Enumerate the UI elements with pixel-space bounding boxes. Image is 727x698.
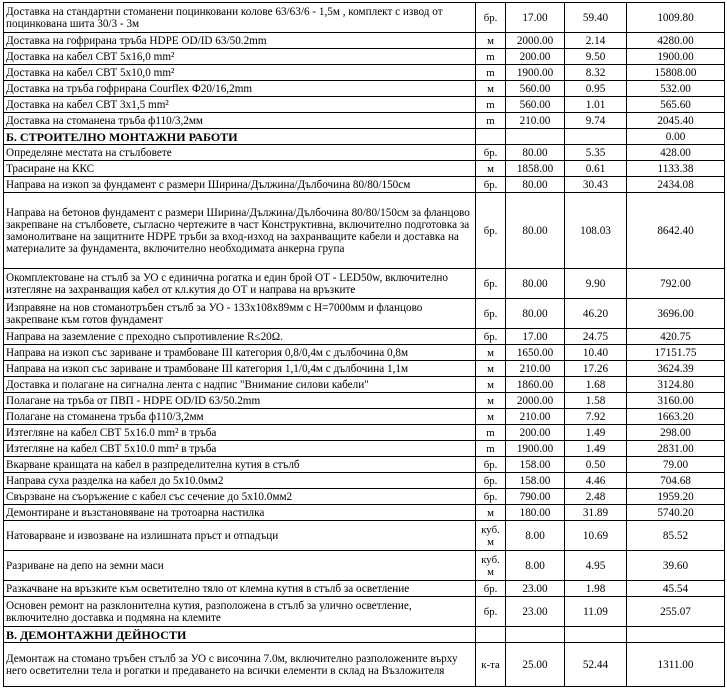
total-cell: 8642.40 [627,193,725,269]
unit-cell: m [476,49,506,65]
description-cell: Изправяне на нов стоманотръбен стълб за УО - 133х108х89мм с Н=7000мм и фланцово закрепване към готов фундамент [4,299,476,329]
total-cell: 1663.20 [627,409,725,425]
table-row [4,345,725,361]
description-cell: Направа на изкоп със зариване и трамбоване III категория 0,8/0,4м с дълбочина 0,8м [4,345,476,361]
total-cell: 15808.00 [627,65,725,81]
quantity-cell: 1900.00 [506,441,565,457]
total-cell: 2045.40 [627,113,725,129]
quantity-cell: 8.00 [506,551,565,581]
table-row [4,33,725,49]
total-cell: 1311.00 [627,643,725,687]
unit-cell: м [476,81,506,97]
section-header-row [4,627,725,643]
table-row [4,377,725,393]
unit-cell: куб. м [476,521,506,551]
description-cell: Окомплектоване на стълб за УО с единична рогатка и един брой ОТ - LED50w, включително изтегляне на захранващия кабел от кл.кутия до ОТ и направа на връзките [4,269,476,299]
table-row [4,299,725,329]
unit-cell: m [476,425,506,441]
total-cell: 255.07 [627,597,725,627]
unit-price-cell: 52.44 [565,643,627,687]
description-cell: Доставка на кабел СВТ 3х1,5 mm² [4,97,476,113]
unit-price-cell: 1.01 [565,97,627,113]
unit-cell: м [476,409,506,425]
description-cell: Демонтиране и възстановяване на тротоарна настилка [4,505,476,521]
quantity-cell: 560.00 [506,97,565,113]
unit-price-cell: 24.75 [565,329,627,345]
total-cell: 3696.00 [627,299,725,329]
unit-price-cell: 8.32 [565,65,627,81]
unit-price-cell: 1.98 [565,581,627,597]
unit-price-cell: 7.92 [565,409,627,425]
total-cell: 3624.39 [627,361,725,377]
description-cell: Направа суха разделка на кабел до 5х10.0мм2 [4,473,476,489]
quantity-cell: 80.00 [506,145,565,161]
total-cell: 2434.08 [627,177,725,193]
unit-cell: бр. [476,473,506,489]
unit-cell [476,129,506,145]
unit-cell: м [476,33,506,49]
unit-cell: м [476,361,506,377]
unit-cell: м [476,345,506,361]
description-cell: Разкачване на връзките към осветително тяло от клемна кутия в стълб за осветление [4,581,476,597]
total-cell: 298.00 [627,425,725,441]
unit-price-cell: 9.90 [565,269,627,299]
table-row [4,425,725,441]
total-cell [627,627,725,643]
description-cell: Изтегляне на кабел СВТ 5х16.0 mm² в тръба [4,425,476,441]
unit-cell: m [476,97,506,113]
unit-cell: m [476,65,506,81]
unit-price-cell: 1.58 [565,393,627,409]
total-cell: 4280.00 [627,33,725,49]
quantity-cell: 200.00 [506,49,565,65]
unit-price-cell: 31.89 [565,505,627,521]
table-row [4,489,725,505]
unit-cell: бр. [476,193,506,269]
quantity-cell [506,627,565,643]
unit-cell: бр. [476,329,506,345]
unit-cell: бр. [476,299,506,329]
unit-cell: m [476,441,506,457]
quantity-cell: 80.00 [506,193,565,269]
unit-price-cell: 108.03 [565,193,627,269]
unit-cell: бр. [476,145,506,161]
total-cell: 1133.38 [627,161,725,177]
section-header-row [4,129,725,145]
unit-price-cell: 17.26 [565,361,627,377]
description-cell: Разриване на депо на земни маси [4,551,476,581]
unit-price-cell: 5.35 [565,145,627,161]
description-cell: Определяне местата на стълбовете [4,145,476,161]
total-cell: 0.00 [627,129,725,145]
table-row [4,81,725,97]
quantity-cell: 210.00 [506,113,565,129]
description-cell: Направа на заземление с преходно съпротивление R≤20Ω. [4,329,476,345]
quantity-cell: 80.00 [506,177,565,193]
unit-price-cell: 1.49 [565,441,627,457]
description-cell: Полагане на стоманена тръба ф110/3,2мм [4,409,476,425]
total-cell: 1009.80 [627,3,725,33]
description-cell: Вкарване краищата на кабел в разпределителна кутия в стълб [4,457,476,473]
table-row [4,441,725,457]
table-row [4,161,725,177]
unit-cell: бр. [476,3,506,33]
total-cell: 2831.00 [627,441,725,457]
total-cell: 45.54 [627,581,725,597]
bill-of-quantities-table [3,2,725,687]
unit-cell: бр. [476,597,506,627]
unit-price-cell: 46.20 [565,299,627,329]
unit-cell: бр. [476,457,506,473]
total-cell: 39.60 [627,551,725,581]
table-row [4,145,725,161]
unit-cell: бр. [476,489,506,505]
unit-cell: куб. м [476,551,506,581]
unit-cell: бр. [476,177,506,193]
unit-cell: м [476,505,506,521]
unit-cell: m [476,113,506,129]
quantity-cell: 25.00 [506,643,565,687]
table-row [4,65,725,81]
table-row [4,193,725,269]
unit-cell: м [476,377,506,393]
description-cell: Полагане на тръба от ПВП - HDPE OD/ID 63/50.2mm [4,393,476,409]
description-cell: Направа на изкоп за фундамент с размери Ширина/Дължина/Дълбочина 80/80/150см [4,177,476,193]
table-row [4,521,725,551]
unit-price-cell: 2.48 [565,489,627,505]
unit-price-cell: 30.43 [565,177,627,193]
quantity-cell: 790.00 [506,489,565,505]
quantity-cell: 210.00 [506,409,565,425]
unit-price-cell: 9.74 [565,113,627,129]
description-cell: Направа на изкоп със зариване и трамбоване III категория 1,1/0,4м с дълбочина 1,1м [4,361,476,377]
unit-price-cell [565,129,627,145]
description-cell: Демонтаж на стомано тръбен стълб за УО с височина 7.0м, включително разположените върху него осветителни тела и рогатки и предаването на всички елементи в склад на Възложителя [4,643,476,687]
table-row [4,505,725,521]
quantity-cell: 1860.00 [506,377,565,393]
table-row [4,643,725,687]
quantity-cell: 200.00 [506,425,565,441]
total-cell: 420.75 [627,329,725,345]
table-row [4,269,725,299]
description-cell: Доставка и полагане на сигнална лента с надпис "Внимание силови кабели" [4,377,476,393]
quantity-cell: 23.00 [506,597,565,627]
table-row [4,393,725,409]
total-cell: 5740.20 [627,505,725,521]
total-cell: 1959.20 [627,489,725,505]
total-cell: 3124.80 [627,377,725,393]
unit-price-cell: 9.50 [565,49,627,65]
description-cell: Доставка на тръба гофрирана Courflex Ф20/16,2mm [4,81,476,97]
total-cell: 428.00 [627,145,725,161]
unit-price-cell: 11.09 [565,597,627,627]
quantity-cell: 17.00 [506,3,565,33]
quantity-cell: 2000.00 [506,393,565,409]
description-cell: Основен ремонт на разклонителна кутия, разположена в стълб за улично осветление, включително доставка и подмяна на клемите [4,597,476,627]
quantity-cell: 17.00 [506,329,565,345]
table-row [4,3,725,33]
description-cell: Доставка на стоманена тръба ф110/3,2мм [4,113,476,129]
table-row [4,177,725,193]
quantity-cell: 2000.00 [506,33,565,49]
unit-price-cell: 0.61 [565,161,627,177]
description-cell: Натоварване и извозване на излишната пръст и отпадъци [4,521,476,551]
description-cell: Доставка на кабел СВТ 5х10,0 mm² [4,65,476,81]
unit-price-cell: 1.49 [565,425,627,441]
quantity-cell: 1858.00 [506,161,565,177]
quantity-cell: 158.00 [506,473,565,489]
table-row [4,409,725,425]
unit-price-cell: 10.40 [565,345,627,361]
table-row [4,597,725,627]
table-row [4,97,725,113]
quantity-cell: 1650.00 [506,345,565,361]
description-cell: Доставка на стандартни стоманени поцинковани колове 63/63/6 - 1,5м , комплект с извод от поцинкована шита 30/3 - 3м [4,3,476,33]
table-row [4,361,725,377]
quantity-cell: 23.00 [506,581,565,597]
quantity-cell: 1900.00 [506,65,565,81]
unit-price-cell: 4.46 [565,473,627,489]
total-cell: 704.68 [627,473,725,489]
description-cell: Доставка на гофрирана тръба HDPE OD/ID 63/50.2mm [4,33,476,49]
table-body [4,3,725,687]
unit-price-cell: 4.95 [565,551,627,581]
quantity-cell [506,129,565,145]
quantity-cell: 8.00 [506,521,565,551]
quantity-cell: 560.00 [506,81,565,97]
unit-cell [476,627,506,643]
description-cell: Трасиране на ККС [4,161,476,177]
unit-price-cell: 2.14 [565,33,627,49]
total-cell: 17151.75 [627,345,725,361]
table-row [4,113,725,129]
total-cell: 3160.00 [627,393,725,409]
unit-cell: бр. [476,269,506,299]
total-cell: 85.52 [627,521,725,551]
description-cell: Доставка на кабел СВТ 5х16,0 mm² [4,49,476,65]
unit-cell: бр. [476,581,506,597]
unit-cell: м [476,161,506,177]
description-cell: В. ДЕМОНТАЖНИ ДЕЙНОСТИ [4,627,476,643]
total-cell: 79.00 [627,457,725,473]
total-cell: 792.00 [627,269,725,299]
total-cell: 565.60 [627,97,725,113]
quantity-cell: 180.00 [506,505,565,521]
quantity-cell: 210.00 [506,361,565,377]
unit-cell: м [476,393,506,409]
table-row [4,329,725,345]
description-cell: Свързване на съоръжение с кабел със сечение до 5х10.0мм2 [4,489,476,505]
unit-price-cell [565,627,627,643]
total-cell: 532.00 [627,81,725,97]
table-row [4,551,725,581]
unit-price-cell: 1.68 [565,377,627,393]
table-row [4,581,725,597]
total-cell: 1900.00 [627,49,725,65]
table-row [4,49,725,65]
unit-cell: к-та [476,643,506,687]
table-row [4,473,725,489]
unit-price-cell: 0.95 [565,81,627,97]
description-cell: Изтегляне на кабел СВТ 5х10.0 mm² в тръба [4,441,476,457]
description-cell: Б. СТРОИТЕЛНО МОНТАЖНИ РАБОТИ [4,129,476,145]
table-row [4,457,725,473]
quantity-cell: 158.00 [506,457,565,473]
unit-price-cell: 10.69 [565,521,627,551]
quantity-cell: 80.00 [506,269,565,299]
quantity-cell: 80.00 [506,299,565,329]
unit-price-cell: 59.40 [565,3,627,33]
description-cell: Направа на бетонов фундамент с размери Ширина/Дължина/Дълбочина 80/80/150см за фланцово закрепване на стълбовете, съгласно чертежите в част Конструктивна, включително подготовка за замонолитване на защитните HDPE тръби за вход-изход на захранващите кабели и доставка на материалите за фундамента, включително необходимата анкерна група [4,193,476,269]
unit-price-cell: 0.50 [565,457,627,473]
